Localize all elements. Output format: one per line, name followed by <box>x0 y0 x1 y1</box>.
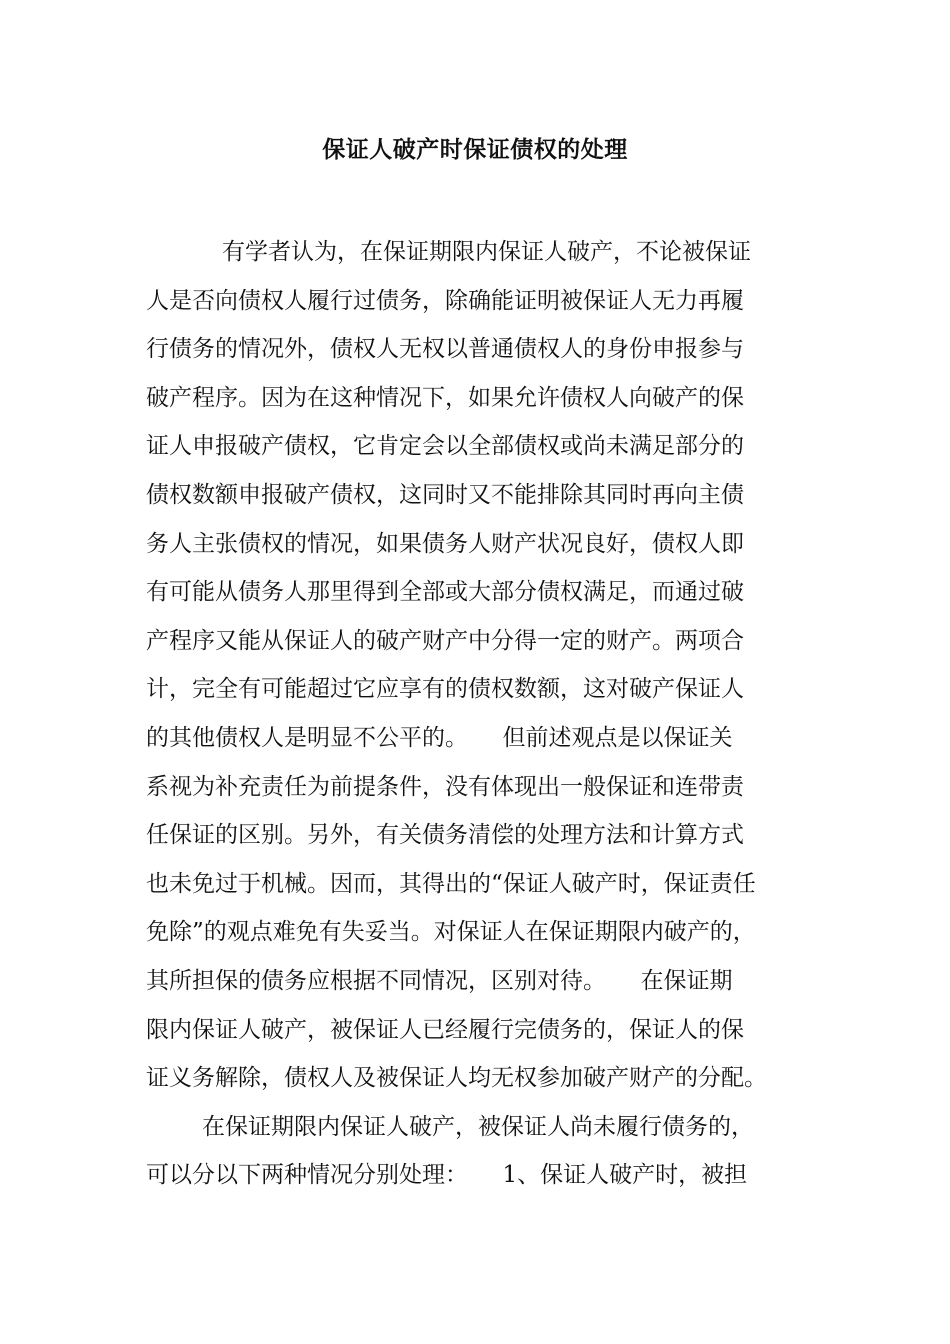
document-title: 保证人破产时保证债权的处理 <box>322 136 628 163</box>
text-line: 的其他债权人是明显不公平的。 但前述观点是以保证关 <box>146 724 733 751</box>
text-line: 其所担保的债务应根据不同情况，区别对待。 在保证期 <box>146 967 733 994</box>
text-line: 也未免过于机械。因而，其得出的“保证人破产时，保证责任 <box>146 870 756 897</box>
text-line: 计，完全有可能超过它应享有的债权数额，这对破产保证人 <box>146 676 744 703</box>
text-line: 行债务的情况外，债权人无权以普通债权人的身份申报参与 <box>146 336 744 363</box>
text-line: 务人主张债权的情况，如果债务人财产状况良好，债权人即 <box>146 530 744 557</box>
document-body <box>146 228 810 1200</box>
text-line: 在保证期限内保证人破产，被保证人尚未履行债务的， <box>202 1113 754 1140</box>
text-line: 债权数额申报破产债权，这同时又不能排除其同时再向主债 <box>146 481 744 508</box>
text-line: 有学者认为，在保证期限内保证人破产，不论被保证 <box>222 239 751 265</box>
text-line: 破产程序。因为在这种情况下，如果允许债权人向破产的保 <box>146 384 744 411</box>
text-line: 有可能从债务人那里得到全部或大部分债权满足，而通过破 <box>146 579 744 606</box>
text-line: 免除”的观点难免有失妥当。对保证人在保证期限内破产的， <box>146 919 756 946</box>
text-line: 限内保证人破产，被保证人已经履行完债务的，保证人的保 <box>146 1016 744 1043</box>
text-line: 可以分以下两种情况分别处理： 1、保证人破产时，被担 <box>146 1162 748 1189</box>
text-line: 证人申报破产债权，它肯定会以全部债权或尚未满足部分的 <box>146 433 744 460</box>
text-line: 证义务解除，债权人及被保证人均无权参加破产财产的分配。 <box>146 1065 767 1092</box>
text-line: 产程序又能从保证人的破产财产中分得一定的财产。两项合 <box>146 627 744 654</box>
text-line: 任保证的区别。另外，有关债务清偿的处理方法和计算方式 <box>146 822 744 849</box>
text-line: 人是否向债权人履行过债务，除确能证明被保证人无力再履 <box>146 287 744 314</box>
text-line: 系视为补充责任为前提条件，没有体现出一般保证和连带责 <box>146 773 744 800</box>
